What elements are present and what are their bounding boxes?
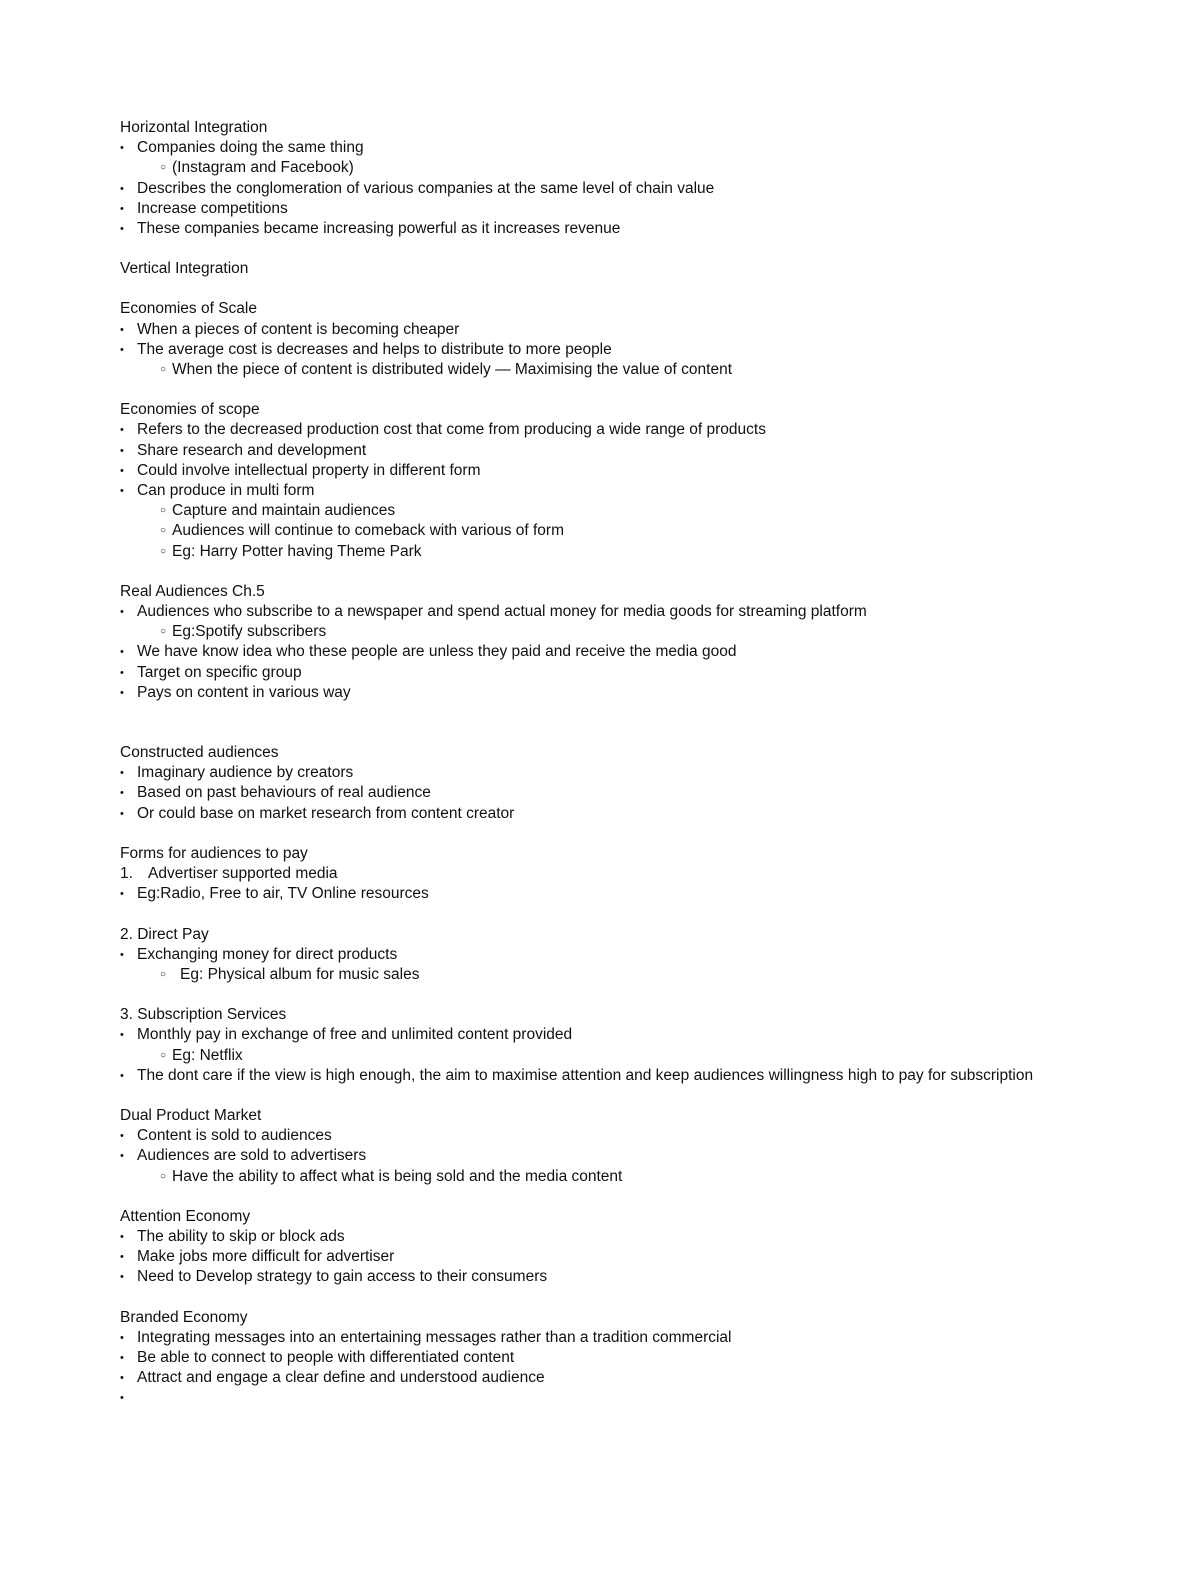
section-heading: Constructed audiences	[120, 744, 279, 762]
bullet-item: • Eg:Radio, Free to air, TV Online resources	[120, 884, 1080, 904]
section-dual-product-market	[120, 1106, 1080, 1187]
bullet-item: • We have know idea who these people are unless they paid and receive the media good	[120, 642, 1080, 662]
bullet-dot-icon: •	[120, 888, 124, 901]
bullet-dot-icon: •	[120, 1392, 124, 1405]
section-attention-economy	[120, 1207, 1080, 1288]
bullet-dot-icon: •	[120, 142, 124, 155]
bullet-item: • Increase competitions	[120, 199, 1080, 219]
section-heading: Forms for audiences to pay	[120, 844, 308, 862]
section-branded-economy	[120, 1308, 1080, 1409]
bullet-item: • Based on past behaviours of real audience	[120, 783, 1080, 803]
bullet-dot-icon: •	[120, 948, 124, 961]
bullet-dot-icon: •	[120, 787, 124, 800]
bullet-dot-icon: •	[120, 485, 124, 498]
bullet-item: • Integrating messages into an entertaining messages rather than a tradition commercial	[120, 1328, 1080, 1348]
bullet-dot-icon: •	[120, 182, 124, 195]
bullet-item: • Audiences who subscribe to a newspaper and spend actual money for media goods for streaming platform	[120, 602, 1080, 622]
bullet-item: • Imaginary audience by creators	[120, 763, 1080, 783]
bullet-dot-icon: •	[120, 606, 124, 619]
section-subscription-services	[120, 1005, 1080, 1086]
section-heading: Economies of scope	[120, 401, 260, 419]
bullet-dot-icon: •	[120, 1069, 124, 1082]
bullet-item: • The dont care if the view is high enough, the aim to maximise attention and keep audiences willingness high to pay for subscription	[120, 1066, 1080, 1086]
section-heading: 2. Direct Pay	[120, 925, 209, 943]
hollow-circle-icon: ○	[160, 364, 167, 376]
bullet-item: • Need to Develop strategy to gain access to their consumers	[120, 1267, 1080, 1287]
bullet-dot-icon: •	[120, 202, 124, 215]
bullet-item: • Monthly pay in exchange of free and unlimited content provided	[120, 1025, 1080, 1045]
section-economies-of-scale	[120, 299, 1080, 380]
section-heading: 3. Subscription Services	[120, 1006, 287, 1024]
bullet-item: • Or could base on market research from content creator	[120, 804, 1080, 824]
bullet-item: • Be able to connect to people with differentiated content	[120, 1348, 1080, 1368]
hollow-circle-icon: ○	[160, 1049, 167, 1061]
bullet-dot-icon: •	[120, 323, 124, 336]
bullet-dot-icon: •	[120, 424, 124, 437]
section-horizontal-integration	[120, 118, 1080, 239]
bullet-item: • Content is sold to audiences	[120, 1126, 1080, 1146]
bullet-dot-icon: •	[120, 646, 124, 659]
bullet-item: • Can produce in multi form	[120, 481, 1080, 501]
hollow-circle-icon: ○	[160, 968, 167, 980]
bullet-dot-icon: •	[120, 1351, 124, 1364]
section-heading: Dual Product Market	[120, 1106, 262, 1124]
bullet-dot-icon: •	[120, 1372, 124, 1385]
section-real-audiences	[120, 582, 1080, 703]
section-forms-to-pay	[120, 844, 1080, 905]
bullet-dot-icon: •	[120, 807, 124, 820]
section-constructed-audiences	[120, 743, 1080, 824]
section-heading: Attention Economy	[120, 1207, 251, 1225]
section-heading: Vertical Integration	[120, 260, 249, 278]
bullet-dot-icon: •	[120, 1230, 124, 1243]
hollow-circle-icon: ○	[160, 626, 167, 638]
bullet-dot-icon: •	[120, 1130, 124, 1143]
bullet-item: • Refers to the decreased production cost that come from producing a wide range of products	[120, 420, 1080, 440]
bullet-item: • Pays on content in various way	[120, 683, 1080, 703]
bullet-dot-icon: •	[120, 464, 124, 477]
bullet-item: • Describes the conglomeration of various companies at the same level of chain value	[120, 179, 1080, 199]
bullet-item: • These companies became increasing powerful as it increases revenue	[120, 219, 1080, 239]
bullet-item-empty	[120, 1388, 1080, 1408]
bullet-dot-icon: •	[120, 1251, 124, 1264]
section-heading: Real Audiences Ch.5	[120, 582, 265, 600]
bullet-item: • Share research and development	[120, 441, 1080, 461]
bullet-item: • When a pieces of content is becoming cheaper	[120, 320, 1080, 340]
bullet-item: • Target on specific group	[120, 663, 1080, 683]
section-heading: Branded Economy	[120, 1308, 248, 1326]
sub-bullet-item: ○ Eg: Physical album for music sales	[120, 965, 1080, 985]
bullet-item: • Exchanging money for direct products	[120, 945, 1080, 965]
bullet-dot-icon: •	[120, 343, 124, 356]
bullet-item: • Make jobs more difficult for advertiser	[120, 1247, 1080, 1267]
hollow-circle-icon: ○	[160, 1170, 167, 1182]
sub-bullet-item: ○ Eg: Harry Potter having Theme Park	[120, 542, 1080, 562]
sub-bullet-item: ○ Eg:Spotify subscribers	[120, 622, 1080, 642]
bullet-dot-icon: •	[120, 223, 124, 236]
bullet-item: • Could involve intellectual property in different form	[120, 461, 1080, 481]
sub-bullet-item: ○ When the piece of content is distributed widely — Maximising the value of content	[120, 360, 1080, 380]
section-vertical-integration	[120, 259, 1080, 279]
bullet-item: • Audiences are sold to advertisers	[120, 1146, 1080, 1166]
bullet-item: • Attract and engage a clear define and understood audience	[120, 1368, 1080, 1388]
hollow-circle-icon: ○	[160, 162, 167, 174]
number-marker: 1.	[120, 865, 133, 883]
sub-bullet-item: ○ Eg: Netflix	[120, 1046, 1080, 1066]
section-economies-of-scope	[120, 400, 1080, 562]
bullet-dot-icon: •	[120, 686, 124, 699]
bullet-dot-icon: •	[120, 1150, 124, 1163]
bullet-dot-icon: •	[120, 1271, 124, 1284]
bullet-dot-icon: •	[120, 767, 124, 780]
bullet-dot-icon: •	[120, 1029, 124, 1042]
bullet-dot-icon: •	[120, 1331, 124, 1344]
bullet-item: • Companies doing the same thing	[120, 138, 1080, 158]
hollow-circle-icon: ○	[160, 545, 167, 557]
section-heading: Economies of Scale	[120, 300, 257, 318]
hollow-circle-icon: ○	[160, 525, 167, 537]
sub-bullet-item: ○ Capture and maintain audiences	[120, 501, 1080, 521]
sub-bullet-item: ○ Have the ability to affect what is being sold and the media content	[120, 1167, 1080, 1187]
sub-bullet-item: ○ (Instagram and Facebook)	[120, 158, 1080, 178]
numbered-item: 1. Advertiser supported media	[120, 864, 1080, 884]
bullet-item: • The average cost is decreases and helps to distribute to more people	[120, 340, 1080, 360]
hollow-circle-icon: ○	[160, 505, 167, 517]
bullet-dot-icon: •	[120, 444, 124, 457]
sub-bullet-item: ○ Audiences will continue to comeback with various of form	[120, 521, 1080, 541]
document-page	[120, 118, 1080, 1429]
bullet-item: • The ability to skip or block ads	[120, 1227, 1080, 1247]
section-heading: Horizontal Integration	[120, 119, 268, 136]
bullet-dot-icon: •	[120, 666, 124, 679]
section-direct-pay	[120, 925, 1080, 986]
